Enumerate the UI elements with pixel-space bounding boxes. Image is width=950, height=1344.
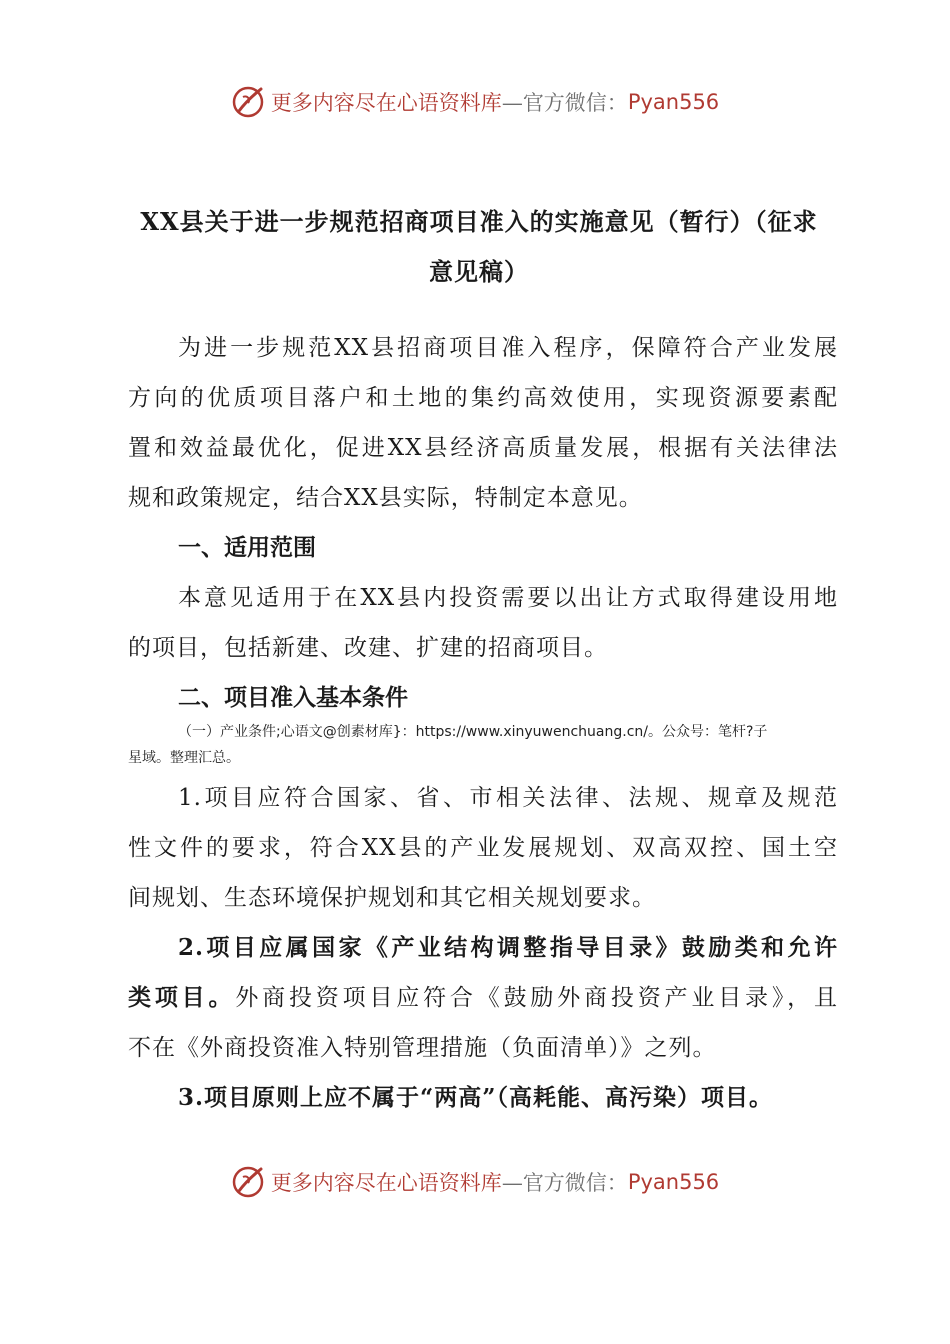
footer-wechat-id: Pyan556	[627, 1170, 720, 1194]
item3-line: 3.项目原则上应不属于“两高”（高耗能、高污染）项目。	[178, 1084, 773, 1111]
item2-line-2	[128, 973, 838, 1023]
item1-line-1: 1.项目应符合国家、省、市相关法律、法规、规章及规范	[178, 785, 838, 811]
document-title-line2: 意见稿）	[429, 257, 529, 286]
footer-banner	[0, 1162, 950, 1202]
brand-logo-icon	[231, 85, 265, 119]
footer-promo-text: 更多内容尽在心语资料库	[270, 1171, 502, 1195]
section1-heading: 一、适用范围	[178, 534, 316, 561]
header-banner	[0, 82, 950, 122]
banner-separator-text: —官方微信：	[501, 91, 628, 115]
section1-line-2: 的项目，包括新建、改建、扩建的招商项目。	[128, 635, 608, 661]
section1-line-1: 本意见适用于在XX县内投资需要以出让方式取得建设用地	[178, 585, 838, 611]
item2-rest-text: 外商投资项目应符合《鼓励外商投资产业目录》，且	[235, 985, 839, 1011]
brand-logo-icon	[231, 1165, 265, 1199]
item1-line-2: 性文件的要求，符合XX县的产业发展规划、双高双控、国土空	[128, 835, 838, 861]
subsection1-line-2: 星域。整理汇总。	[128, 750, 240, 766]
document-title-line1: XX县关于进一步规范招商项目准入的实施意见（暂行）（征求	[140, 207, 818, 236]
item2-line-3: 不在《外商投资准入特别管理措施（负面清单）》之列。	[128, 1035, 717, 1061]
intro-line-3: 置和效益最优化，促进XX县经济高质量发展，根据有关法律法	[128, 435, 838, 461]
item1-line-3: 间规划、生态环境保护规划和其它相关规划要求。	[128, 885, 656, 911]
banner-wechat-id: Pyan556	[627, 90, 720, 114]
item2-line-1: 2.项目应属国家《产业结构调整指导目录》鼓励类和允许	[178, 934, 838, 961]
intro-line-2: 方向的优质项目落户和土地的集约高效使用，实现资源要素配	[128, 385, 838, 411]
section2-heading: 二、项目准入基本条件	[178, 684, 408, 711]
footer-separator-text: —官方微信：	[501, 1171, 628, 1195]
intro-line-4: 规和政策规定，结合XX县实际，特制定本意见。	[128, 485, 643, 511]
subsection1-line-1: （一）产业条件;心语文@创素材库}：https://www.xinyuwenchuang.cn/。公众号：笔杆?子	[178, 724, 768, 740]
banner-promo-text: 更多内容尽在心语资料库	[270, 91, 502, 115]
intro-line-1: 为进一步规范XX县招商项目准入程序，保障符合产业发展	[178, 335, 838, 361]
item2-bold-tail: 类项目。	[128, 984, 236, 1011]
